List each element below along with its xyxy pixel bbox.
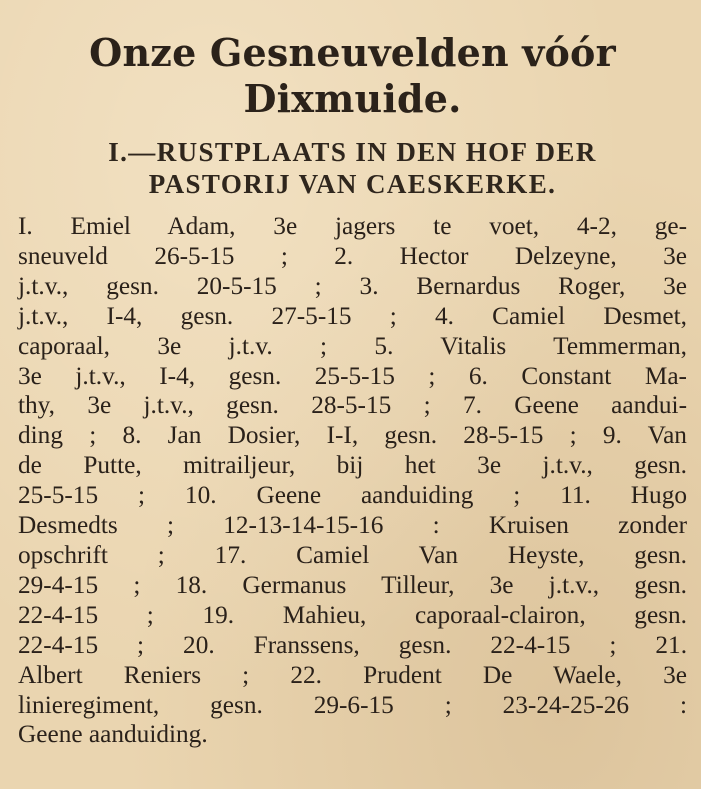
article-body-line: caporaal, 3e j.t.v. ; 5. Vitalis Temmerman,	[18, 331, 687, 360]
article-body	[18, 212, 687, 750]
article-body-line: sneuveld 26-5-15 ; 2. Hector Delzeyne, 3e	[18, 241, 687, 270]
article-body-line: 3e j.t.v., I-4, gesn. 25-5-15 ; 6. Constant Ma-	[18, 361, 687, 390]
article-title-line-2: Dixmuide.	[243, 76, 462, 121]
article-body-line: 22-4-15 ; 19. Mahieu, caporaal-clairon, gesn.	[18, 600, 687, 629]
article-body-line: 22-4-15 ; 20. Franssens, gesn. 22-4-15 ; 21.	[18, 630, 688, 659]
article-body-line: de Putte, mitrailjeur, bij het 3e j.t.v., gesn.	[18, 451, 688, 480]
article-body-line: I. Emiel Adam, 3e jagers te voet, 4-2, ge-	[18, 212, 688, 240]
section-heading-line-2: PASTORIJ VAN CAESKERKE.	[148, 169, 557, 199]
article-body-line: j.t.v., I-4, gesn. 27-5-15 ; 4. Camiel Desmet,	[18, 301, 687, 330]
article-body-line: Geene aanduiding.	[18, 720, 208, 749]
article-body-line: linieregiment, gesn. 29-6-15 ; 23-24-25-26 :	[18, 690, 688, 719]
article-body-line: ding ; 8. Jan Dosier, I-I, gesn. 28-5-15 ; 9. Van	[18, 421, 687, 450]
section-heading-line-1: I.—RUSTPLAATS IN DEN HOF DER	[108, 137, 597, 167]
article-body-line: Desmedts ; 12-13-14-15-16 : Kruisen zonder	[18, 511, 687, 540]
article-body-line: 25-5-15 ; 10. Geene aanduiding ; 11. Hugo	[18, 481, 687, 510]
article-body-line: j.t.v., gesn. 20-5-15 ; 3. Bernardus Roger, 3e	[18, 271, 688, 300]
article-body-line: thy, 3e j.t.v., gesn. 28-5-15 ; 7. Geene aandui-	[18, 391, 687, 420]
article-body-line: opschrift ; 17. Camiel Van Heyste, gesn.	[18, 540, 687, 569]
article-body-line: Albert Reniers ; 22. Prudent De Waele, 3e	[18, 660, 687, 689]
article-title	[18, 30, 687, 122]
article-title-line-1: Onze Gesneuvelden vóór	[89, 30, 616, 75]
article-body-line: 29-4-15 ; 18. Germanus Tilleur, 3e j.t.v., gesn.	[18, 570, 688, 599]
section-heading	[18, 136, 687, 200]
